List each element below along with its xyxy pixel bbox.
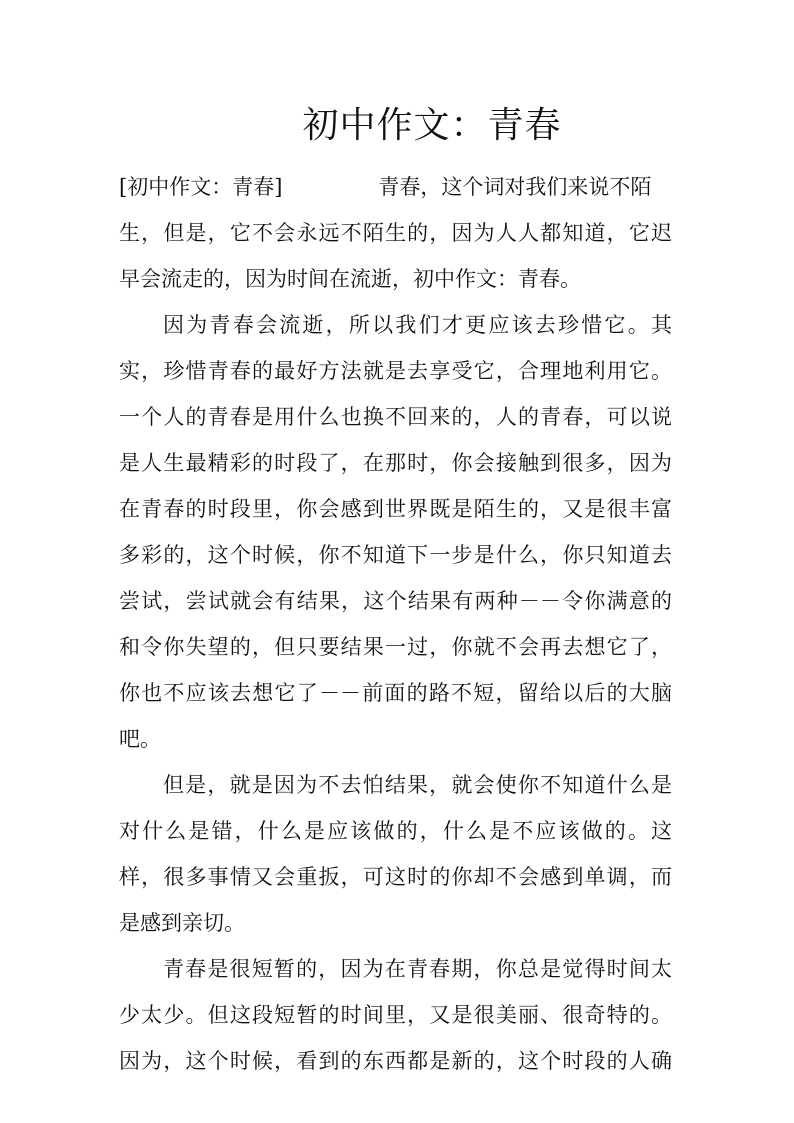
first-line-text: 青春，这个词对我们来说不陌 — [378, 175, 652, 199]
paragraph-line: 因为，这个时候，看到的东西都是新的，这个时段的人确 — [119, 1049, 672, 1073]
paragraph-line: 你也不应该去想它了－－前面的路不短，留给以后的大脑 — [119, 681, 672, 705]
paragraph-line: 样，很多事情又会重扳，可这时的你却不会感到单调，而 — [119, 865, 672, 889]
paragraph-line: 和令你失望的，但只要结果一过，你就不会再去想它了， — [119, 635, 672, 659]
paragraph-line: 尝试，尝试就会有结果，这个结果有两种－－令你满意的 — [119, 589, 672, 613]
paragraph-line: 青春是很短暂的，因为在青春期，你总是觉得时间太 — [163, 957, 672, 981]
title-tag: [初中作文：青春] — [119, 175, 283, 199]
paragraph-line: 生，但是，它不会永远不陌生的，因为人人都知道，它迟 — [119, 221, 672, 245]
paragraph-line: 因为青春会流逝，所以我们才更应该去珍惜它。其 — [163, 313, 672, 337]
paragraph-line: 早会流走的，因为时间在流逝，初中作文：青春。 — [119, 267, 581, 291]
paragraph-line: 多彩的，这个时候，你不知道下一步是什么，你只知道去 — [119, 543, 672, 567]
paragraph-line: 吧。 — [119, 727, 161, 751]
paragraph-line: 对什么是错，什么是应该做的，什么是不应该做的。这 — [119, 819, 672, 843]
paragraph-line: 实，珍惜青春的最好方法就是去享受它，合理地利用它。 — [119, 359, 672, 383]
paragraph-line: 是人生最精彩的时段了，在那时，你会接触到很多，因为 — [119, 451, 672, 475]
paragraph-line: 但是，就是因为不去怕结果，就会使你不知道什么是 — [163, 773, 672, 797]
document-title: 初中作文：青春 — [302, 105, 562, 146]
paragraph-line: 在青春的时段里，你会感到世界既是陌生的，又是很丰富 — [119, 497, 672, 521]
paragraph-line: 少太少。但这段短暂的时间里，又是很美丽、很奇特的。 — [119, 1003, 672, 1027]
paragraph-line: 是感到亲切。 — [119, 911, 245, 935]
paragraph-line: 一个人的青春是用什么也换不回来的，人的青春，可以说 — [119, 405, 672, 429]
paragraph-line — [119, 164, 672, 210]
